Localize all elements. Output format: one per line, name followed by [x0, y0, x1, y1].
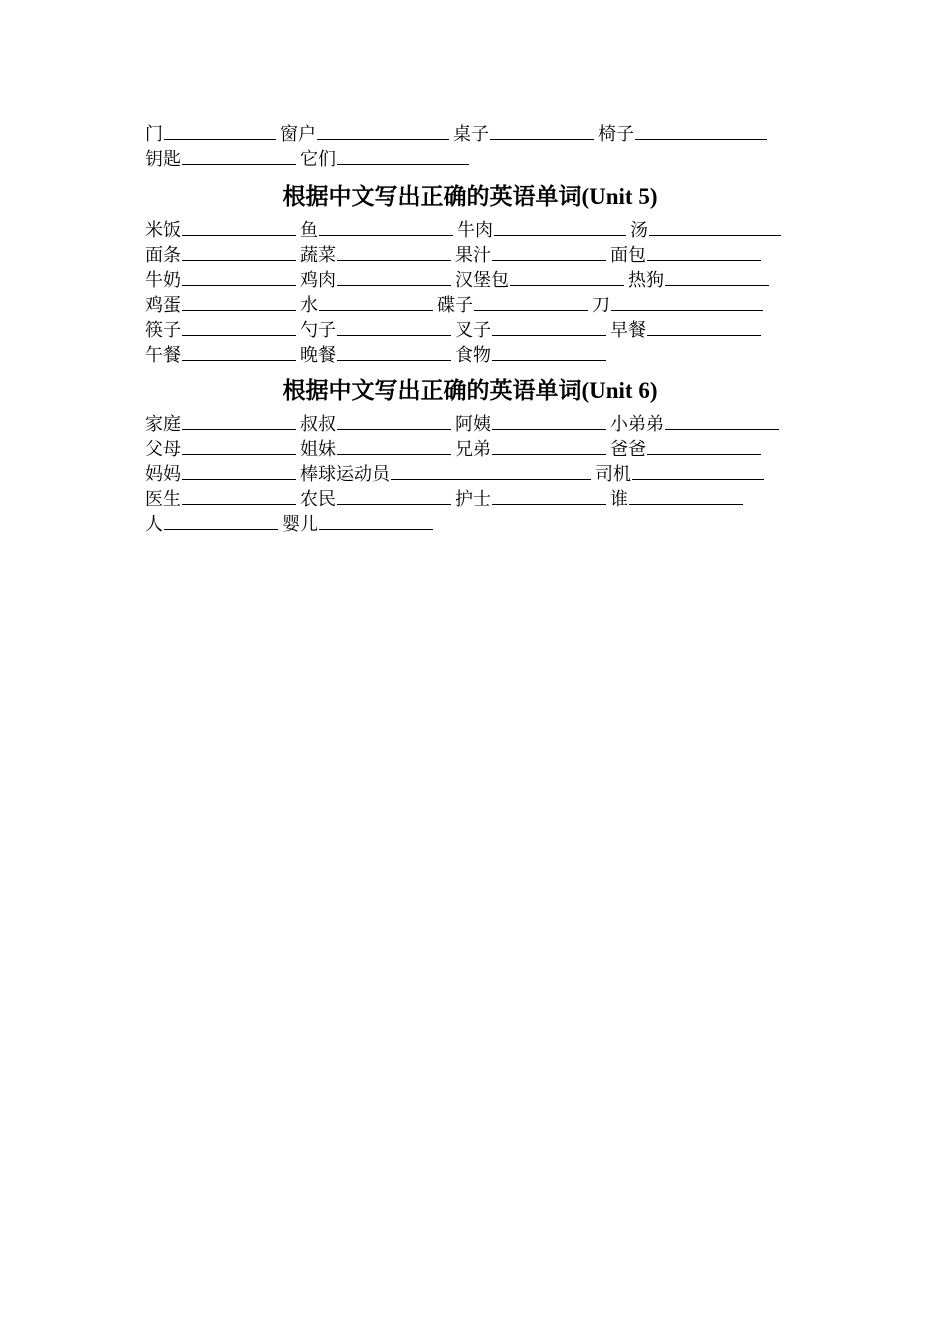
answer-blank[interactable]: [647, 440, 761, 455]
chinese-word: 刀: [592, 295, 610, 315]
answer-blank[interactable]: [182, 415, 296, 430]
chinese-word: 鸡蛋: [145, 295, 181, 315]
chinese-word: 医生: [145, 489, 181, 509]
vocab-item: [145, 122, 276, 147]
answer-blank[interactable]: [492, 415, 606, 430]
section-title-unit5: 根据中文写出正确的英语单词(Unit 5): [282, 184, 658, 209]
vocab-item: [610, 412, 779, 437]
chinese-word: 牛肉: [457, 220, 493, 240]
vocab-item: [457, 218, 626, 243]
vocab-item: [145, 268, 296, 293]
answer-blank[interactable]: [632, 465, 764, 480]
vocab-item: [300, 462, 591, 487]
answer-blank[interactable]: [182, 296, 296, 311]
vocab-item: [610, 243, 761, 268]
vocab-item: [145, 318, 296, 343]
vocab-item: [145, 343, 296, 368]
answer-blank[interactable]: [182, 346, 296, 361]
vocab-row: [145, 122, 805, 147]
vocab-item: [455, 243, 606, 268]
vocab-item: [610, 318, 761, 343]
vocab-item: [300, 318, 451, 343]
answer-blank[interactable]: [494, 221, 626, 236]
vocab-item: [592, 293, 763, 318]
vocab-row: [145, 293, 805, 318]
chinese-word: 晚餐: [300, 345, 336, 365]
chinese-word: 棒球运动员: [300, 464, 390, 484]
chinese-word: 面包: [610, 245, 646, 265]
vocab-row: [145, 512, 805, 537]
vocab-row: [145, 437, 805, 462]
chinese-word: 人: [145, 514, 163, 534]
vocab-item: [455, 318, 606, 343]
answer-blank[interactable]: [182, 440, 296, 455]
answer-blank[interactable]: [629, 490, 743, 505]
chinese-word: 门: [145, 124, 163, 144]
chinese-word: 面条: [145, 245, 181, 265]
section-unit5: [145, 218, 805, 368]
vocab-item: [280, 122, 449, 147]
vocab-row: [145, 412, 805, 437]
chinese-word: 汉堡包: [455, 270, 509, 290]
vocab-item: [455, 343, 606, 368]
chinese-word: 筷子: [145, 320, 181, 340]
vocab-item: [300, 268, 451, 293]
answer-blank[interactable]: [647, 246, 761, 261]
vocab-item: [145, 412, 296, 437]
chinese-word: 鱼: [300, 220, 318, 240]
chinese-word: 叉子: [455, 320, 491, 340]
chinese-word: 钥匙: [145, 149, 181, 169]
vocab-row: [145, 343, 805, 368]
answer-blank[interactable]: [182, 321, 296, 336]
vocab-item: [145, 512, 278, 537]
vocab-item: [300, 218, 453, 243]
answer-blank[interactable]: [611, 296, 763, 311]
chinese-word: 牛奶: [145, 270, 181, 290]
chinese-word: 勺子: [300, 320, 336, 340]
vocab-item: [300, 293, 433, 318]
answer-blank[interactable]: [492, 346, 606, 361]
answer-blank[interactable]: [182, 246, 296, 261]
answer-blank[interactable]: [319, 221, 453, 236]
answer-blank[interactable]: [492, 321, 606, 336]
chinese-word: 爸爸: [610, 439, 646, 459]
vocab-item: [610, 487, 743, 512]
vocab-item: [145, 243, 296, 268]
chinese-word: 果汁: [455, 245, 491, 265]
chinese-word: 婴儿: [282, 514, 318, 534]
answer-blank[interactable]: [474, 296, 588, 311]
answer-blank[interactable]: [319, 296, 433, 311]
chinese-word: 桌子: [453, 124, 489, 144]
chinese-word: 午餐: [145, 345, 181, 365]
vocab-item: [630, 218, 781, 243]
answer-blank[interactable]: [492, 246, 606, 261]
chinese-word: 汤: [630, 220, 648, 240]
vocab-row: [145, 318, 805, 343]
answer-blank[interactable]: [317, 125, 449, 140]
answer-blank[interactable]: [647, 321, 761, 336]
vocab-item: [300, 437, 451, 462]
answer-blank[interactable]: [182, 465, 296, 480]
vocab-item: [282, 512, 433, 537]
vocab-item: [437, 293, 588, 318]
chinese-word: 它们: [300, 149, 336, 169]
chinese-word: 兄弟: [455, 439, 491, 459]
answer-blank[interactable]: [182, 271, 296, 286]
answer-blank[interactable]: [182, 150, 296, 165]
chinese-word: 鸡肉: [300, 270, 336, 290]
vocab-item: [145, 437, 296, 462]
chinese-word: 碟子: [437, 295, 473, 315]
vocab-item: [300, 147, 469, 172]
answer-blank[interactable]: [391, 465, 591, 480]
answer-blank[interactable]: [649, 221, 781, 236]
answer-blank[interactable]: [164, 125, 276, 140]
vocab-item: [455, 487, 606, 512]
chinese-word: 谁: [610, 489, 628, 509]
answer-blank[interactable]: [337, 150, 469, 165]
chinese-word: 水: [300, 295, 318, 315]
answer-blank[interactable]: [337, 271, 451, 286]
vocab-item: [145, 487, 296, 512]
answer-blank[interactable]: [492, 490, 606, 505]
vocab-item: [453, 122, 594, 147]
chinese-word: 家庭: [145, 414, 181, 434]
answer-blank[interactable]: [490, 125, 594, 140]
intro-block: [145, 122, 805, 172]
chinese-word: 司机: [595, 464, 631, 484]
vocab-row: [145, 487, 805, 512]
vocab-item: [598, 122, 767, 147]
vocab-item: [455, 268, 624, 293]
chinese-word: 阿姨: [455, 414, 491, 434]
vocab-row: [145, 268, 805, 293]
vocab-item: [300, 243, 451, 268]
chinese-word: 蔬菜: [300, 245, 336, 265]
chinese-word: 食物: [455, 345, 491, 365]
vocab-row: [145, 218, 805, 243]
answer-blank[interactable]: [665, 415, 779, 430]
chinese-word: 窗户: [280, 124, 316, 144]
vocab-item: [628, 268, 769, 293]
section-unit6: [145, 412, 805, 537]
answer-blank[interactable]: [182, 221, 296, 236]
answer-blank[interactable]: [337, 490, 451, 505]
chinese-word: 叔叔: [300, 414, 336, 434]
chinese-word: 早餐: [610, 320, 646, 340]
chinese-word: 热狗: [628, 270, 664, 290]
vocab-item: [145, 147, 296, 172]
answer-blank[interactable]: [337, 246, 451, 261]
answer-blank[interactable]: [492, 440, 606, 455]
vocab-row: [145, 147, 805, 172]
chinese-word: 小弟弟: [610, 414, 664, 434]
chinese-word: 米饭: [145, 220, 181, 240]
worksheet: [145, 122, 805, 537]
vocab-item: [455, 437, 606, 462]
answer-blank[interactable]: [319, 515, 433, 530]
answer-blank[interactable]: [665, 271, 769, 286]
answer-blank[interactable]: [337, 440, 451, 455]
vocab-item: [145, 218, 296, 243]
vocab-item: [145, 293, 296, 318]
answer-blank[interactable]: [337, 321, 451, 336]
vocab-item: [455, 412, 606, 437]
chinese-word: 椅子: [598, 124, 634, 144]
vocab-row: [145, 243, 805, 268]
chinese-word: 姐妹: [300, 439, 336, 459]
vocab-item: [145, 462, 296, 487]
chinese-word: 父母: [145, 439, 181, 459]
answer-blank[interactable]: [635, 125, 767, 140]
vocab-item: [595, 462, 764, 487]
vocab-item: [300, 343, 451, 368]
answer-blank[interactable]: [164, 515, 278, 530]
vocab-item: [610, 437, 761, 462]
chinese-word: 护士: [455, 489, 491, 509]
vocab-item: [300, 412, 451, 437]
vocab-row: [145, 462, 805, 487]
chinese-word: 妈妈: [145, 464, 181, 484]
section-title-unit6: 根据中文写出正确的英语单词(Unit 6): [282, 378, 658, 403]
chinese-word: 农民: [300, 489, 336, 509]
answer-blank[interactable]: [337, 415, 451, 430]
answer-blank[interactable]: [182, 490, 296, 505]
vocab-item: [300, 487, 451, 512]
answer-blank[interactable]: [337, 346, 451, 361]
answer-blank[interactable]: [510, 271, 624, 286]
